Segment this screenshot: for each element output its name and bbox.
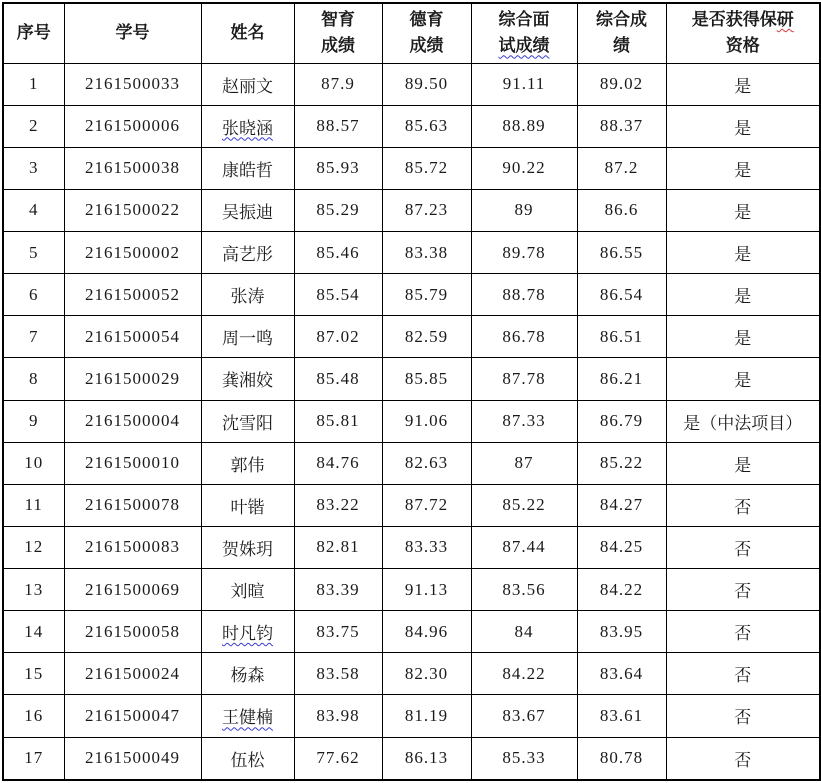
cell-overall-score: 84.25 [577,526,666,568]
cell-moral-score: 84.96 [382,611,471,653]
cell-overall-score: 87.2 [577,147,666,189]
cell-no: 2 [3,105,64,147]
cell-qualification: 是 [666,105,820,147]
spellcheck-underline-text: 时凡钧 [222,624,273,644]
cell-no: 3 [3,147,64,189]
cell-interview-score: 85.22 [471,484,577,526]
cell-intellectual-score: 85.29 [294,189,382,231]
cell-qualification: 是 [666,316,820,358]
cell-student-id: 2161500083 [64,526,201,568]
cell-moral-score: 85.72 [382,147,471,189]
cell-moral-score: 91.06 [382,400,471,442]
student-score-table [2,2,821,781]
col-header-moral-score [382,3,471,63]
cell-overall-score: 83.95 [577,611,666,653]
cell-interview-score: 86.78 [471,316,577,358]
header-label: 学号 [115,23,150,43]
cell-name: 康皓哲 [201,147,294,189]
cell-no: 10 [3,442,64,484]
cell-interview-score: 89.78 [471,232,577,274]
cell-overall-score: 83.61 [577,695,666,737]
cell-qualification: 是 [666,147,820,189]
cell-intellectual-score: 87.9 [294,63,382,105]
cell-name: 周一鸣 [201,316,294,358]
cell-no: 8 [3,358,64,400]
cell-interview-score: 84 [471,611,577,653]
table-row [3,63,820,105]
cell-moral-score: 85.85 [382,358,471,400]
cell-moral-score: 85.63 [382,105,471,147]
table-row [3,274,820,316]
table-row [3,147,820,189]
cell-moral-score: 83.33 [382,526,471,568]
cell-qualification: 是 [666,358,820,400]
cell-intellectual-score: 83.75 [294,611,382,653]
cell-moral-score: 81.19 [382,695,471,737]
cell-no: 13 [3,569,64,611]
col-header-interview-score [471,3,577,63]
cell-name: 刘暄 [201,569,294,611]
cell-name: 沈雪阳 [201,400,294,442]
col-header-no [3,3,64,63]
col-header-intellectual-score [294,3,382,63]
cell-moral-score: 87.23 [382,189,471,231]
table-row [3,105,820,147]
header-label-text: 是否获得保 [691,9,777,29]
cell-qualification: 否 [666,569,820,611]
table-row [3,358,820,400]
cell-overall-score: 86.55 [577,232,666,274]
cell-overall-score: 86.54 [577,274,666,316]
table-row [3,737,820,780]
table-row [3,611,820,653]
cell-interview-score: 90.22 [471,147,577,189]
cell-name [201,105,294,147]
cell-overall-score: 86.79 [577,400,666,442]
cell-overall-score: 88.37 [577,105,666,147]
header-label-line2 [474,33,575,59]
cell-student-id: 2161500004 [64,400,201,442]
cell-student-id: 2161500049 [64,737,201,780]
table-row [3,232,820,274]
cell-name: 郭伟 [201,442,294,484]
cell-interview-score: 88.89 [471,105,577,147]
cell-qualification: 否 [666,653,820,695]
table-row [3,569,820,611]
cell-student-id: 2161500022 [64,189,201,231]
cell-overall-score: 89.02 [577,63,666,105]
table-row [3,526,820,568]
cell-student-id: 2161500010 [64,442,201,484]
cell-moral-score: 82.30 [382,653,471,695]
header-label-line1: 综合面 [498,9,550,29]
table-row [3,189,820,231]
cell-qualification: 是 [666,63,820,105]
cell-interview-score: 88.78 [471,274,577,316]
cell-name: 贺姝玥 [201,526,294,568]
header-label-line1 [669,7,818,33]
header-label-line2: 成绩 [321,36,355,56]
cell-overall-score: 84.27 [577,484,666,526]
table-row [3,442,820,484]
header-label: 姓名 [230,23,265,43]
cell-no: 1 [3,63,64,105]
cell-interview-score: 83.67 [471,695,577,737]
cell-moral-score: 86.13 [382,737,471,780]
spellcheck-underline-text: 研 [776,9,794,29]
cell-interview-score: 87.44 [471,526,577,568]
cell-student-id: 2161500033 [64,63,201,105]
col-header-name [201,3,294,63]
cell-intellectual-score: 83.58 [294,653,382,695]
cell-student-id: 2161500038 [64,147,201,189]
cell-overall-score: 85.22 [577,442,666,484]
cell-interview-score: 89 [471,189,577,231]
cell-no: 11 [3,484,64,526]
cell-student-id: 2161500069 [64,569,201,611]
cell-moral-score: 85.79 [382,274,471,316]
table-row [3,695,820,737]
cell-qualification: 否 [666,611,820,653]
cell-intellectual-score: 85.54 [294,274,382,316]
cell-interview-score: 87.33 [471,400,577,442]
cell-qualification: 否 [666,484,820,526]
cell-intellectual-score: 88.57 [294,105,382,147]
cell-student-id: 2161500029 [64,358,201,400]
header-label-line2: 绩 [613,36,630,56]
header-label: 序号 [16,23,51,43]
cell-intellectual-score: 85.93 [294,147,382,189]
cell-moral-score: 91.13 [382,569,471,611]
cell-student-id: 2161500052 [64,274,201,316]
cell-moral-score: 83.38 [382,232,471,274]
cell-intellectual-score: 85.46 [294,232,382,274]
cell-name: 赵丽文 [201,63,294,105]
cell-intellectual-score: 83.39 [294,569,382,611]
col-header-student-id [64,3,201,63]
header-label-line1: 综合成 [596,9,647,29]
header-label-line1: 智育 [321,9,355,29]
cell-interview-score: 87 [471,442,577,484]
cell-no: 9 [3,400,64,442]
cell-no: 7 [3,316,64,358]
cell-name: 吴振迪 [201,189,294,231]
cell-interview-score: 83.56 [471,569,577,611]
cell-interview-score: 85.33 [471,737,577,780]
cell-name: 杨森 [201,653,294,695]
cell-moral-score: 82.63 [382,442,471,484]
table-row [3,653,820,695]
cell-overall-score: 84.22 [577,569,666,611]
cell-name: 张涛 [201,274,294,316]
cell-qualification: 否 [666,526,820,568]
cell-no: 5 [3,232,64,274]
cell-overall-score: 86.51 [577,316,666,358]
cell-overall-score: 83.64 [577,653,666,695]
header-row [3,3,820,63]
cell-student-id: 2161500054 [64,316,201,358]
cell-qualification: 是 [666,232,820,274]
cell-intellectual-score: 83.22 [294,484,382,526]
cell-intellectual-score: 85.48 [294,358,382,400]
cell-name: 高艺彤 [201,232,294,274]
header-label-line1: 德育 [409,9,444,29]
cell-name: 龚湘姣 [201,358,294,400]
cell-name: 伍松 [201,737,294,780]
table-body [3,63,820,780]
cell-qualification: 是 [666,442,820,484]
spellcheck-underline-text: 王健楠 [222,708,273,728]
cell-intellectual-score: 77.62 [294,737,382,780]
cell-intellectual-score: 83.98 [294,695,382,737]
cell-qualification: 是 [666,274,820,316]
table-row [3,484,820,526]
cell-no: 15 [3,653,64,695]
cell-moral-score: 82.59 [382,316,471,358]
cell-intellectual-score: 87.02 [294,316,382,358]
cell-intellectual-score: 82.81 [294,526,382,568]
cell-student-id: 2161500058 [64,611,201,653]
cell-qualification: 否 [666,737,820,780]
cell-no: 12 [3,526,64,568]
cell-student-id: 2161500024 [64,653,201,695]
cell-name [201,611,294,653]
cell-no: 16 [3,695,64,737]
spellcheck-underline-text: 试成绩 [498,36,550,56]
cell-student-id: 2161500078 [64,484,201,526]
cell-student-id: 2161500002 [64,232,201,274]
cell-overall-score: 86.21 [577,358,666,400]
cell-no: 14 [3,611,64,653]
header-label-line2: 成绩 [409,36,444,56]
cell-moral-score: 89.50 [382,63,471,105]
cell-intellectual-score: 85.81 [294,400,382,442]
cell-qualification: 否 [666,695,820,737]
cell-intellectual-score: 84.76 [294,442,382,484]
cell-student-id: 2161500006 [64,105,201,147]
cell-no: 6 [3,274,64,316]
header-label-line2: 资格 [725,36,760,56]
cell-no: 17 [3,737,64,780]
cell-student-id: 2161500047 [64,695,201,737]
cell-no: 4 [3,189,64,231]
table-header [3,3,820,63]
cell-interview-score: 84.22 [471,653,577,695]
cell-name: 叶锴 [201,484,294,526]
cell-qualification: 是 [666,189,820,231]
cell-qualification: 是（中法项目） [666,400,820,442]
cell-overall-score: 80.78 [577,737,666,780]
col-header-overall-score [577,3,666,63]
table-row [3,400,820,442]
spellcheck-underline-text: 张晓涵 [222,118,273,138]
cell-name [201,695,294,737]
col-header-qualification [666,3,820,63]
cell-interview-score: 87.78 [471,358,577,400]
cell-moral-score: 87.72 [382,484,471,526]
cell-overall-score: 86.6 [577,189,666,231]
table-row [3,316,820,358]
cell-interview-score: 91.11 [471,63,577,105]
